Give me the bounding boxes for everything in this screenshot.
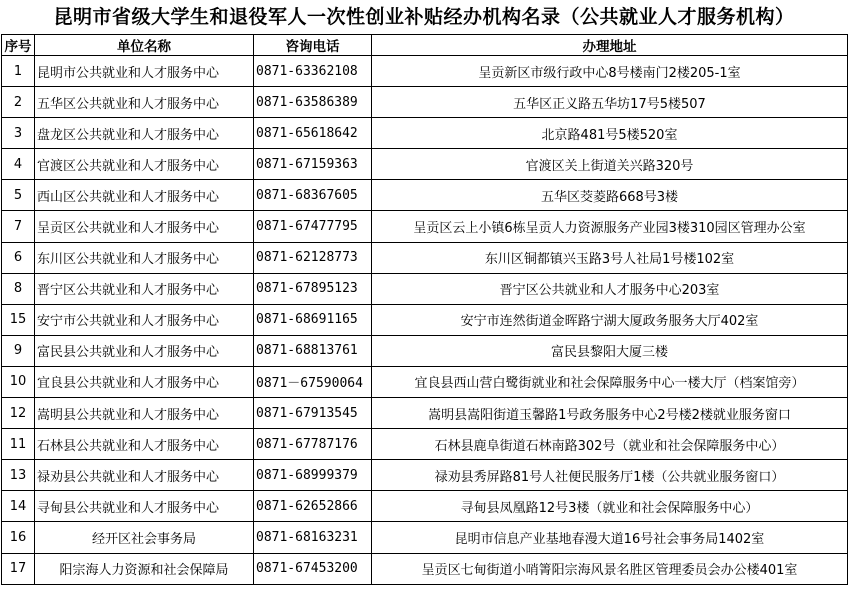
row-address: 石林县鹿阜街道石林南路302号（就业和社会保障服务中心） — [372, 429, 848, 460]
row-index: 13 — [2, 460, 35, 491]
table-row — [2, 87, 848, 118]
table-row — [2, 335, 848, 366]
row-phone: 0871-63586389 — [254, 87, 372, 118]
row-index: 3 — [2, 118, 35, 149]
row-unit-name: 安宁市公共就业和人才服务中心 — [35, 304, 254, 335]
row-index: 15 — [2, 304, 35, 335]
row-unit-name: 寻甸县公共就业和人才服务中心 — [35, 491, 254, 522]
row-phone: 0871-67477795 — [254, 211, 372, 242]
row-phone: 0871-68691165 — [254, 304, 372, 335]
table-row — [2, 429, 848, 460]
table-row — [2, 366, 848, 397]
row-phone: 0871-62652866 — [254, 491, 372, 522]
row-index: 12 — [2, 398, 35, 429]
row-unit-name: 晋宁区公共就业和人才服务中心 — [35, 273, 254, 304]
table-row — [2, 242, 848, 273]
row-phone: 0871-67913545 — [254, 398, 372, 429]
row-address: 禄劝县秀屏路81号人社便民服务厅1楼（公共就业服务窗口） — [372, 460, 848, 491]
row-phone: 0871-68163231 — [254, 522, 372, 553]
row-phone: 0871-65618642 — [254, 118, 372, 149]
row-phone: 0871-67787176 — [254, 429, 372, 460]
row-index: 14 — [2, 491, 35, 522]
row-address: 呈贡新区市级行政中心8号楼南门2楼205-1室 — [372, 56, 848, 87]
row-index: 17 — [2, 553, 35, 584]
row-address: 嵩明县嵩阳街道玉馨路1号政务服务中心2号楼2楼就业服务窗口 — [372, 398, 848, 429]
row-index: 11 — [2, 429, 35, 460]
table-row — [2, 398, 848, 429]
row-phone: 0871-67453200 — [254, 553, 372, 584]
row-address: 晋宁区公共就业和人才服务中心203室 — [372, 273, 848, 304]
agency-table — [1, 34, 848, 585]
row-address: 呈贡区七甸街道小哨箐阳宗海风景名胜区管理委员会办公楼401室 — [372, 553, 848, 584]
row-unit-name: 宜良县公共就业和人才服务中心 — [35, 366, 254, 397]
row-unit-name: 官渡区公共就业和人才服务中心 — [35, 149, 254, 180]
row-address: 五华区正义路五华坊17号5楼507 — [372, 87, 848, 118]
table-row — [2, 273, 848, 304]
row-phone: 0871-68813761 — [254, 335, 372, 366]
row-address: 呈贡区云上小镇6栋呈贡人力资源服务产业园3楼310园区管理办公室 — [372, 211, 848, 242]
row-address: 宜良县西山营白鹭街就业和社会保障服务中心一楼大厅（档案馆旁） — [372, 366, 848, 397]
table-body — [2, 56, 848, 585]
row-index: 6 — [2, 242, 35, 273]
table-row — [2, 180, 848, 211]
row-phone: 0871-63362108 — [254, 56, 372, 87]
row-unit-name: 呈贡区公共就业和人才服务中心 — [35, 211, 254, 242]
row-unit-name: 阳宗海人力资源和社会保障局 — [35, 553, 254, 584]
row-address: 东川区铜都镇兴玉路3号人社局1号楼102室 — [372, 242, 848, 273]
row-unit-name: 富民县公共就业和人才服务中心 — [35, 335, 254, 366]
row-index: 1 — [2, 56, 35, 87]
row-index: 16 — [2, 522, 35, 553]
row-unit-name: 五华区公共就业和人才服务中心 — [35, 87, 254, 118]
row-phone: 0871-68999379 — [254, 460, 372, 491]
row-address: 北京路481号5楼520室 — [372, 118, 848, 149]
table-row — [2, 553, 848, 584]
row-phone: 0871-62128773 — [254, 242, 372, 273]
row-address: 寻甸县凤凰路12号3楼（就业和社会保障服务中心） — [372, 491, 848, 522]
row-index: 7 — [2, 211, 35, 242]
row-address: 富民县黎阳大厦三楼 — [372, 335, 848, 366]
row-address: 五华区茭菱路668号3楼 — [372, 180, 848, 211]
row-index: 5 — [2, 180, 35, 211]
row-address: 安宁市连然街道金晖路宁湖大厦政务服务大厅402室 — [372, 304, 848, 335]
row-index: 9 — [2, 335, 35, 366]
row-unit-name: 昆明市公共就业和人才服务中心 — [35, 56, 254, 87]
header-index: 序号 — [2, 35, 35, 56]
table-header-row — [2, 35, 848, 56]
row-unit-name: 嵩明县公共就业和人才服务中心 — [35, 398, 254, 429]
row-unit-name: 西山区公共就业和人才服务中心 — [35, 180, 254, 211]
row-unit-name: 东川区公共就业和人才服务中心 — [35, 242, 254, 273]
table-row — [2, 211, 848, 242]
table-row — [2, 118, 848, 149]
row-unit-name: 盘龙区公共就业和人才服务中心 — [35, 118, 254, 149]
table-row — [2, 460, 848, 491]
row-index: 4 — [2, 149, 35, 180]
header-unit-name: 单位名称 — [35, 35, 254, 56]
table-row — [2, 304, 848, 335]
row-address: 昆明市信息产业基地春漫大道16号社会事务局1402室 — [372, 522, 848, 553]
table-row — [2, 149, 848, 180]
row-address: 官渡区关上街道关兴路320号 — [372, 149, 848, 180]
table-row — [2, 522, 848, 553]
row-phone: 0871-68367605 — [254, 180, 372, 211]
page-title: 昆明市省级大学生和退役军人一次性创业补贴经办机构名录（公共就业人才服务机构） — [53, 6, 795, 28]
row-phone: 0871－67590064 — [254, 366, 372, 397]
row-index: 8 — [2, 273, 35, 304]
row-phone: 0871-67895123 — [254, 273, 372, 304]
table-row — [2, 56, 848, 87]
row-unit-name: 禄劝县公共就业和人才服务中心 — [35, 460, 254, 491]
row-unit-name: 经开区社会事务局 — [35, 522, 254, 553]
header-phone: 咨询电话 — [254, 35, 372, 56]
row-phone: 0871-67159363 — [254, 149, 372, 180]
table-row — [2, 491, 848, 522]
header-address: 办理地址 — [372, 35, 848, 56]
row-unit-name: 石林县公共就业和人才服务中心 — [35, 429, 254, 460]
row-index: 10 — [2, 366, 35, 397]
row-index: 2 — [2, 87, 35, 118]
